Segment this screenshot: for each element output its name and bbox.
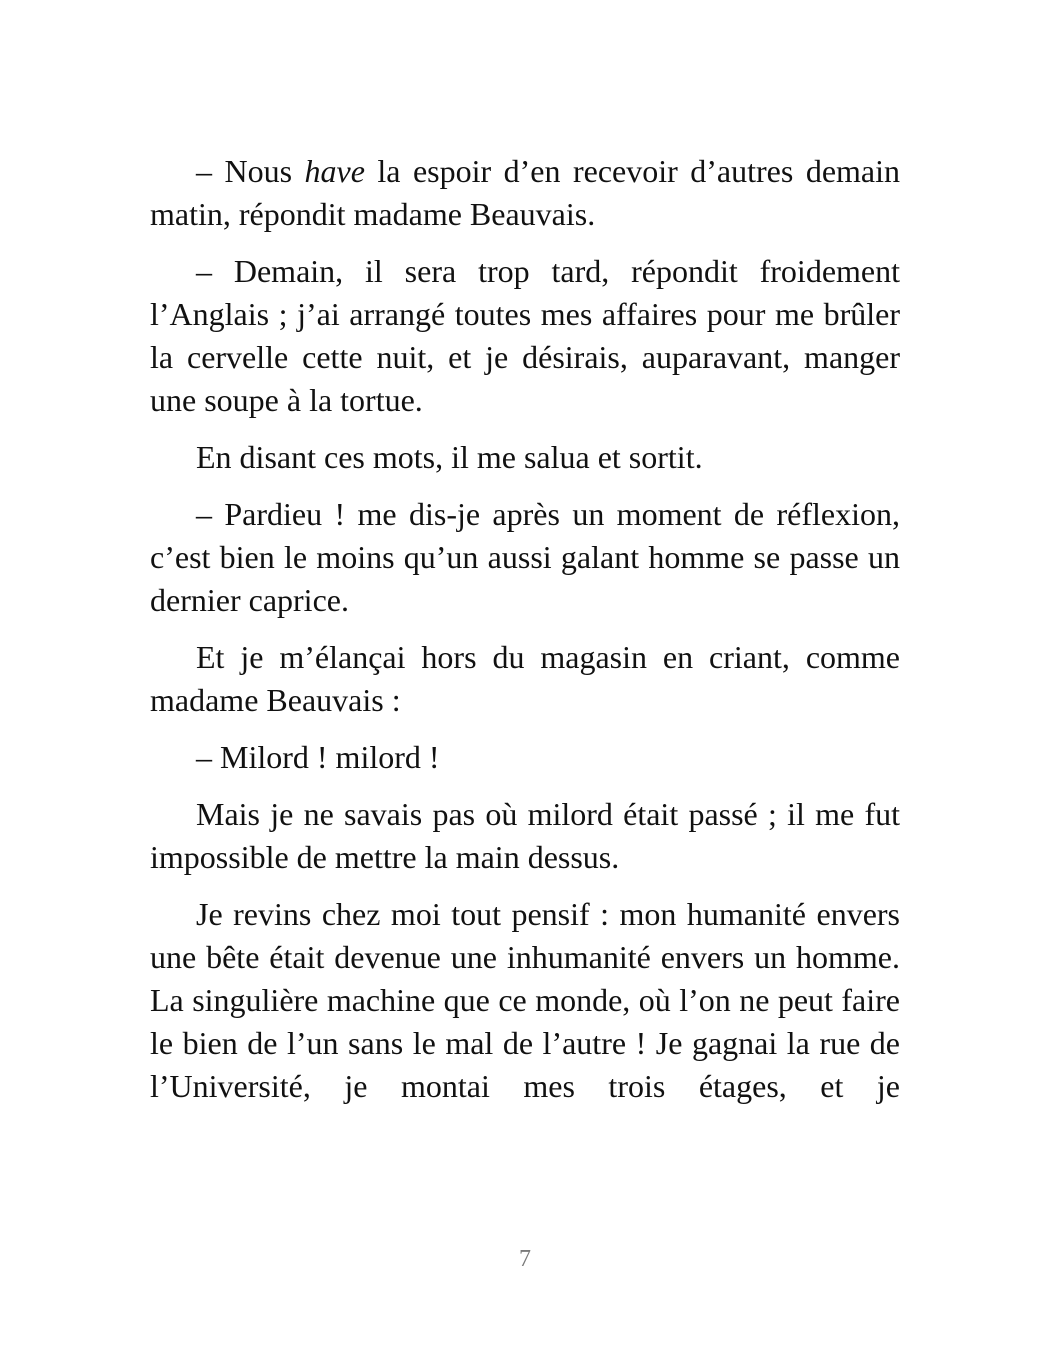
paragraph-2: [150, 250, 900, 422]
page-number: 7: [519, 1246, 531, 1272]
paragraph-7: [150, 793, 900, 879]
paragraph-5: [150, 636, 900, 722]
paragraph-7-text: Mais je ne savais pas où milord était passé ; il me fut impossible de mettre la main dessus.: [150, 796, 900, 875]
paragraph-4: [150, 493, 900, 622]
paragraph-1-text-b: la espoir d’en recevoir d’autres demain matin, répondit madame Beauvais.: [150, 153, 900, 232]
paragraph-8-text: Je revins chez moi tout pensif : mon humanité envers une bête était devenue une inhumanité envers un homme. La singulière machine que ce monde, où l’on ne peut faire le bien de l’un sans le mal de l’autre ! Je gagnai la rue de l’Université, je montai mes trois étages, et je: [150, 896, 900, 1104]
paragraph-6-text: – Milord ! milord !: [196, 739, 440, 775]
paragraph-8: [150, 893, 900, 1108]
paragraph-3-text: En disant ces mots, il me salua et sortit.: [196, 439, 703, 475]
paragraph-5-text: Et je m’élançai hors du magasin en criant, comme madame Beauvais :: [150, 639, 900, 718]
paragraph-1-text-a: – Nous: [196, 153, 305, 189]
page-body: [150, 150, 900, 1122]
paragraph-3: [150, 436, 900, 479]
paragraph-6: [150, 736, 900, 779]
paragraph-1: [150, 150, 900, 236]
paragraph-2-text: – Demain, il sera trop tard, répondit froidement l’Anglais ; j’ai arrangé toutes mes affaires pour me brûler la cervelle cette nuit, et je désirais, auparavant, manger une soupe à la tortue.: [150, 253, 900, 418]
paragraph-4-text: – Pardieu ! me dis-je après un moment de réflexion, c’est bien le moins qu’un aussi galant homme se passe un dernier caprice.: [150, 496, 900, 618]
paragraph-1-italic-word: have: [304, 153, 365, 189]
